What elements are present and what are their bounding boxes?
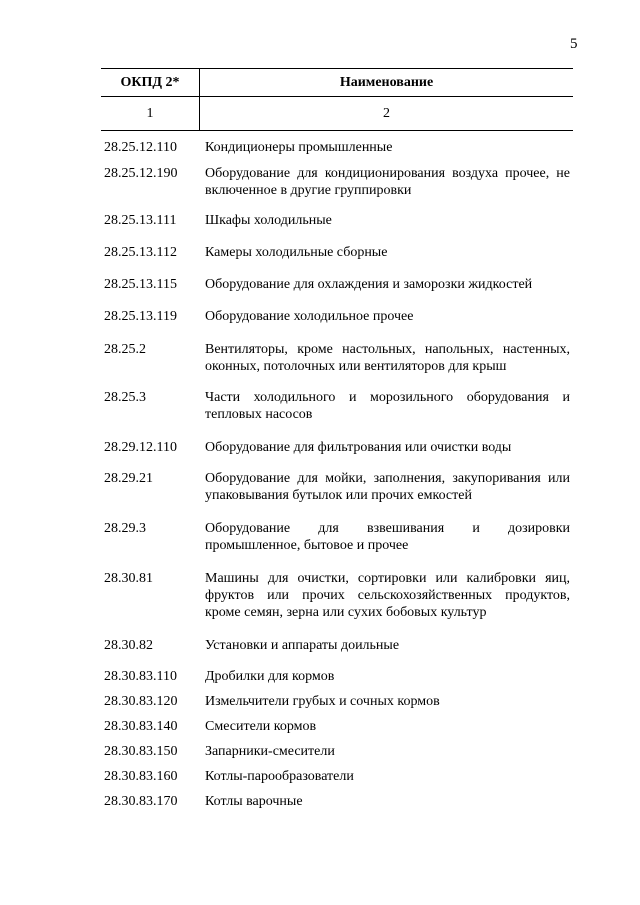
row-code: 28.25.13.119 <box>104 309 177 324</box>
row-name: Кондиционеры промышленные <box>205 140 393 155</box>
row-name: Оборудование для мойки, заполнения, закупоривания или упаковывания бутылок или прочих емкостей <box>205 471 570 503</box>
table-header-row <box>101 68 573 96</box>
row-name: Котлы варочные <box>205 794 303 809</box>
row-name: Оборудование для охлаждения и заморозки жидкостей <box>205 277 533 292</box>
table-row <box>104 165 570 199</box>
table-row <box>104 693 570 710</box>
row-code: 28.25.3 <box>104 390 146 405</box>
row-code: 28.25.2 <box>104 342 146 357</box>
table-row <box>104 389 570 423</box>
column-number-2: 2 <box>383 105 390 121</box>
table-row <box>104 139 570 156</box>
row-code: 28.30.83.110 <box>104 669 177 684</box>
row-code: 28.30.83.150 <box>104 744 178 759</box>
row-name: Оборудование холодильное прочее <box>205 309 414 324</box>
row-code: 28.25.13.112 <box>104 245 177 260</box>
table-row <box>104 470 570 504</box>
row-name: Шкафы холодильные <box>205 213 332 228</box>
row-name: Вентиляторы, кроме настольных, напольных, настенных, оконных, потолочных или вентиляторов для крыш <box>205 342 570 374</box>
table-row <box>104 570 570 621</box>
table-row <box>104 244 570 261</box>
row-code: 28.25.13.115 <box>104 277 177 292</box>
row-code: 28.30.83.160 <box>104 769 178 784</box>
table-row <box>104 276 570 293</box>
table-body <box>104 139 570 810</box>
table-row <box>104 668 570 685</box>
table-row <box>104 439 570 456</box>
row-name: Смесители кормов <box>205 719 317 734</box>
row-name: Запарники-смесители <box>205 744 335 759</box>
row-code: 28.29.12.110 <box>104 440 177 455</box>
row-code: 28.30.81 <box>104 571 153 586</box>
table-row <box>104 520 570 554</box>
table-row <box>104 212 570 229</box>
table-header-block <box>101 68 573 131</box>
table-row <box>104 793 570 810</box>
table-row <box>104 341 570 375</box>
table-row <box>104 637 570 654</box>
row-code: 28.25.13.111 <box>104 213 177 228</box>
column-number-1: 1 <box>101 97 200 130</box>
row-name: Части холодильного и морозильного оборудования и тепловых насосов <box>205 390 570 422</box>
row-code: 28.29.3 <box>104 521 146 536</box>
table-row <box>104 718 570 735</box>
row-code: 28.25.12.190 <box>104 166 178 181</box>
row-code: 28.30.83.170 <box>104 794 178 809</box>
header-code: ОКПД 2* <box>101 69 200 96</box>
row-name: Камеры холодильные сборные <box>205 245 388 260</box>
row-name: Оборудование для кондиционирования воздуха прочее, не включенное в другие группировки <box>205 166 570 198</box>
table-row <box>104 768 570 785</box>
row-code: 28.29.21 <box>104 471 153 486</box>
row-name: Установки и аппараты доильные <box>205 638 400 653</box>
row-code: 28.30.83.140 <box>104 719 178 734</box>
row-name: Оборудование для фильтрования или очистки воды <box>205 440 512 455</box>
row-code: 28.30.83.120 <box>104 694 178 709</box>
page-number: 5 <box>570 36 578 52</box>
row-name: Дробилки для кормов <box>205 669 335 684</box>
table-row <box>104 308 570 325</box>
row-name: Котлы-парообразователи <box>205 769 354 784</box>
row-code: 28.30.82 <box>104 638 153 653</box>
column-numbering-row <box>101 96 573 131</box>
row-name: Оборудование для взвешивания и дозировки промышленное, бытовое и прочее <box>205 521 570 553</box>
header-name: Наименование <box>339 74 434 90</box>
row-code: 28.25.12.110 <box>104 140 177 155</box>
table-row <box>104 743 570 760</box>
row-name: Измельчители грубых и сочных кормов <box>205 694 440 709</box>
row-name: Машины для очистки, сортировки или калибровки яиц, фруктов или прочих сельскохозяйственных продуктов, кроме семян, зерна или сухих бобовых культур <box>205 571 570 620</box>
